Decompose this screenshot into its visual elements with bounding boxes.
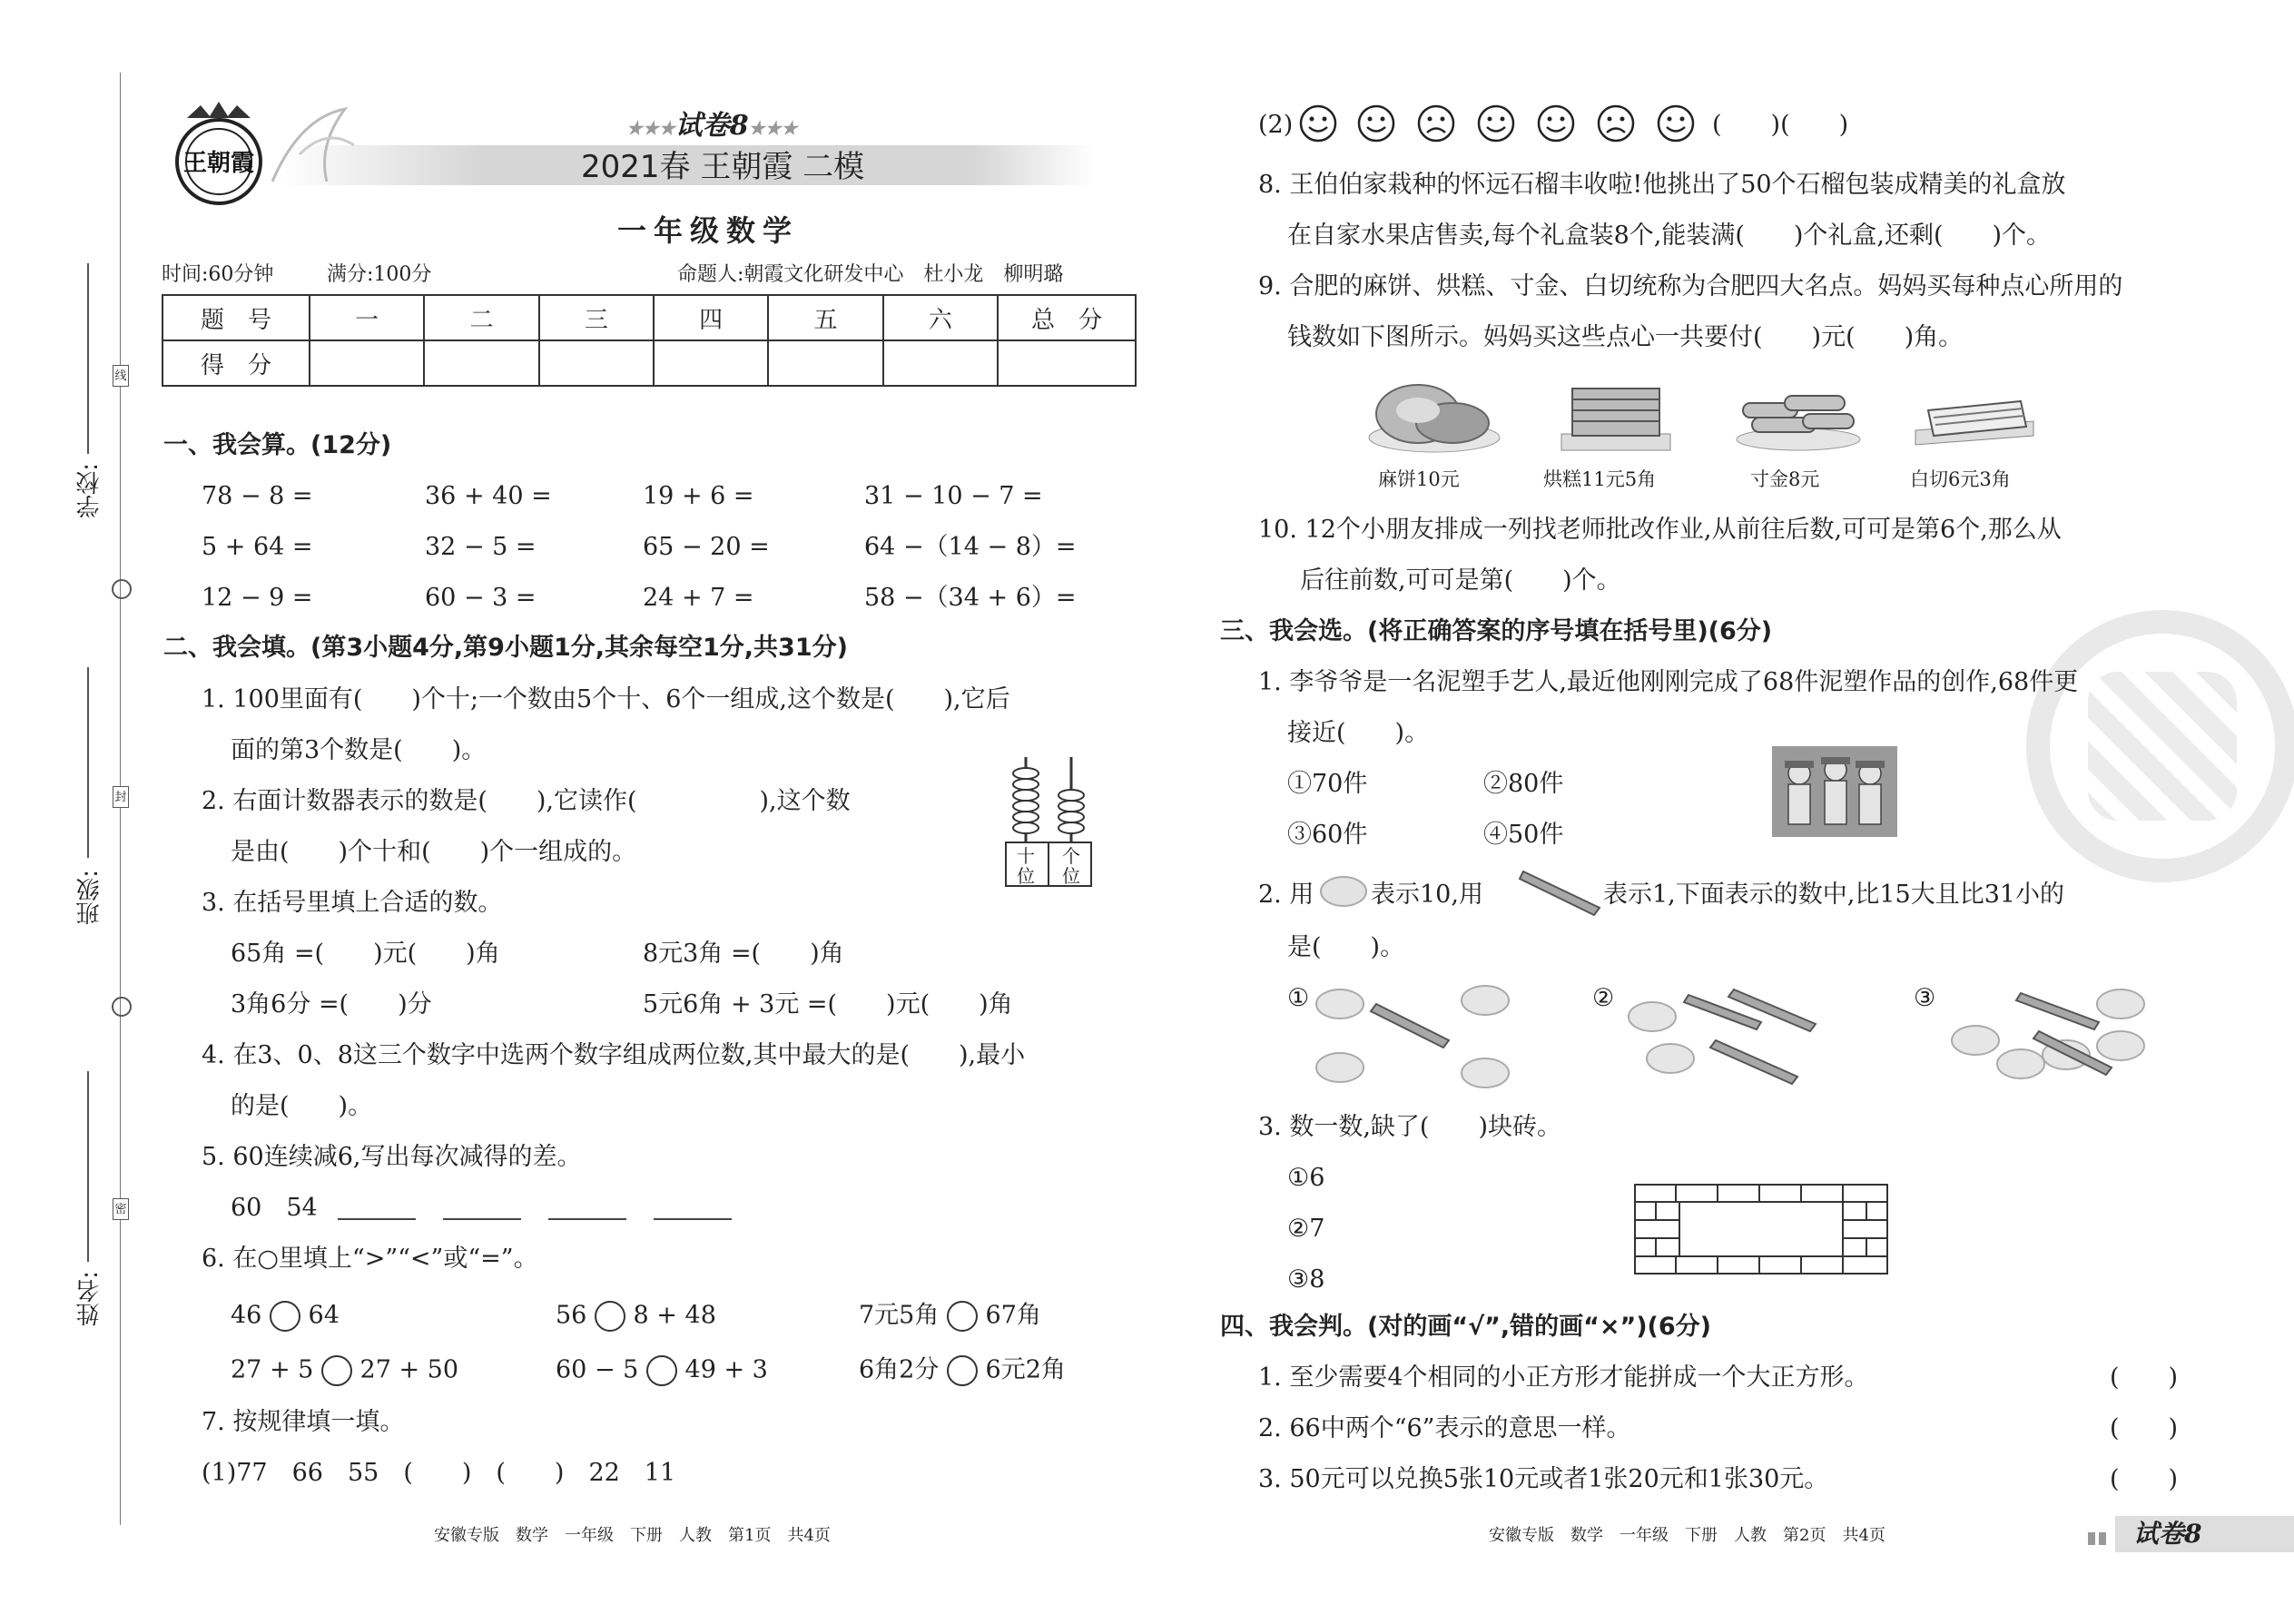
q3-2-option[interactable]: ② <box>1592 984 1615 1012</box>
q2-1-line2: 面的第3个数是( )。 <box>231 736 487 764</box>
compare-left: 46 <box>231 1301 262 1330</box>
score-header: 五 <box>768 295 882 340</box>
clay-figures-image <box>1772 746 1897 837</box>
score-header: 一 <box>310 295 424 340</box>
compare-left: 7元5角 <box>859 1301 940 1330</box>
logo <box>160 98 278 207</box>
q3-1-option[interactable]: ②80件 <box>1483 770 1564 798</box>
answer-blank[interactable] <box>548 1218 626 1220</box>
calc-item: 31 − 10 − 7 = <box>864 482 1043 510</box>
smiley-icon <box>1536 103 1576 143</box>
answer-blank[interactable] <box>338 1218 416 1220</box>
compare-circle[interactable] <box>947 1355 978 1386</box>
compare-circle[interactable] <box>321 1355 352 1386</box>
compare-item <box>859 1301 1041 1332</box>
q3-2-line2: 是( )。 <box>1287 933 1405 961</box>
footer-tag-squares <box>2088 1532 2110 1545</box>
q3-2-text: 2. 用 <box>1258 881 1314 909</box>
exam-title: 2021春 王朝霞 二模 <box>581 149 865 185</box>
snack-label: 寸金8元 <box>1750 468 1820 490</box>
q3-1-option[interactable]: ④50件 <box>1483 821 1564 849</box>
compare-left: 27 + 5 <box>231 1355 314 1384</box>
compare-circle[interactable] <box>646 1355 677 1386</box>
seal-icon <box>112 997 132 1017</box>
judge-bracket[interactable]: ( ) <box>2110 1465 2179 1493</box>
judge-item: 3. 50元可以兑换5张10元或者1张20元和1张30元。 <box>1258 1465 1829 1493</box>
name-label: 姓名: <box>76 1271 103 1326</box>
q3-2-option[interactable]: ① <box>1287 984 1310 1012</box>
subject-title: 一年级数学 <box>617 213 800 248</box>
compare-right: 6元2角 <box>985 1355 1066 1384</box>
score-header: 四 <box>654 295 768 340</box>
sad-face-icon <box>1596 103 1636 143</box>
answer-blank[interactable] <box>654 1218 732 1220</box>
calc-item: 24 + 7 = <box>643 584 754 612</box>
compare-circle[interactable] <box>947 1301 978 1332</box>
score-table <box>162 294 1137 387</box>
calc-item: 64 −（14 − 8）= <box>864 533 1077 561</box>
compare-item <box>556 1301 716 1332</box>
q2-3-item: 5元6角 + 3元 =( )元( )角 <box>643 990 1013 1019</box>
score-header: 题 号 <box>162 295 310 340</box>
score-header: 总 分 <box>998 295 1136 340</box>
compare-right: 49 + 3 <box>684 1355 768 1384</box>
compare-right: 64 <box>308 1301 340 1330</box>
section-3-title: 三、我会选。(将正确答案的序号填在括号里)(6分) <box>1220 617 1773 645</box>
q2-5: 5. 60连续减6,写出每次减得的差。 <box>202 1143 582 1171</box>
score-cell[interactable] <box>424 340 538 386</box>
q2-6: 6. 在○里填上“>”“<”或“=”。 <box>202 1245 538 1273</box>
q3-1-line2: 接近( )。 <box>1287 719 1430 747</box>
q2-8-line2: 在自家水果店售卖,每个礼盒装8个,能装满( )个礼盒,还剩( )个。 <box>1287 221 2052 250</box>
q2-8-line1: 8. 王伯伯家栽种的怀远石榴丰收啦!他挑出了50个石榴包装成精美的礼盒放 <box>1258 171 2066 199</box>
calc-item: 78 − 8 = <box>202 482 313 510</box>
sad-face-icon <box>1416 103 1456 143</box>
star-icon: ★★★ <box>626 117 675 139</box>
footer-right: 安徽专版 数学 一年级 下册 人教 第2页 共4页 <box>1489 1526 1885 1545</box>
judge-bracket[interactable]: ( ) <box>2110 1414 2179 1442</box>
q3-2-option-figure <box>1939 977 2148 1095</box>
mark-xian: 线 <box>113 365 129 387</box>
compare-item <box>231 1301 340 1332</box>
star-icon: ★★★ <box>748 117 798 139</box>
time-label: 时间:60分钟 <box>162 263 274 286</box>
score-cell[interactable] <box>654 340 768 386</box>
q2-5-seq: 60 54 <box>231 1194 318 1222</box>
compare-right: 27 + 50 <box>359 1355 459 1384</box>
calc-item: 12 − 9 = <box>202 584 313 612</box>
section-2-title: 二、我会填。(第3小题4分,第9小题1分,其余每空1分,共31分) <box>163 634 848 662</box>
q2-1-line1: 1. 100里面有( )个十;一个数由5个十、6个一组成,这个数是( ),它后 <box>202 685 1010 714</box>
brick-wall-figure <box>1634 1184 1888 1275</box>
q2-9-line2: 钱数如下图所示。妈妈买这些点心一共要付( )元( )角。 <box>1287 323 1964 351</box>
compare-left: 6角2分 <box>859 1355 940 1384</box>
cunjin-image <box>1730 381 1866 454</box>
mark-feng: 封 <box>113 786 129 808</box>
abacus-figure <box>999 752 1098 888</box>
ribbon-decoration <box>263 91 363 191</box>
smiley-icon <box>1298 103 1338 143</box>
footer-tag: 试卷8 <box>2133 1519 2202 1549</box>
school-field[interactable] <box>87 263 89 454</box>
q2-2-line1: 2. 右面计数器表示的数是( ),它读作( ),这个数 <box>202 787 851 815</box>
calc-item: 5 + 64 = <box>202 533 313 561</box>
q3-3-option[interactable]: ①6 <box>1287 1164 1325 1192</box>
class-field[interactable] <box>87 667 89 858</box>
watermark-seal <box>2088 672 2237 821</box>
calc-item: 60 − 3 = <box>425 584 537 612</box>
score-cell[interactable] <box>310 340 424 386</box>
q3-2-option-figure <box>1625 977 1834 1095</box>
calc-item: 36 + 40 = <box>425 482 552 510</box>
compare-right: 8 + 48 <box>633 1301 716 1330</box>
judge-item: 1. 至少需要4个相同的小正方形才能拼成一个大正方形。 <box>1258 1363 1869 1392</box>
snack-label: 烘糕11元5角 <box>1543 468 1657 490</box>
score-label: 满分:100分 <box>327 263 432 286</box>
compare-item <box>231 1355 458 1386</box>
q2-3-item: 65角 =( )元( )角 <box>231 940 500 968</box>
judge-item: 2. 66中两个“6”表示的意思一样。 <box>1258 1414 1631 1442</box>
abacus-tens-label: 十位 <box>1017 845 1035 887</box>
calc-item: 32 − 5 = <box>425 533 537 561</box>
compare-right: 67角 <box>985 1301 1041 1330</box>
q3-3: 3. 数一数,缺了( )块砖。 <box>1258 1113 1561 1141</box>
score-header: 二 <box>424 295 538 340</box>
q3-1-option[interactable]: ③60件 <box>1287 821 1368 849</box>
score-cell[interactable] <box>883 340 998 386</box>
q2-10-line2: 后往前数,可可是第( )个。 <box>1300 566 1621 595</box>
q2-3: 3. 在括号里填上合适的数。 <box>202 889 503 917</box>
smiley-icon <box>1656 103 1696 143</box>
q3-2-option[interactable]: ③ <box>1914 984 1936 1012</box>
compare-circle[interactable] <box>595 1301 625 1332</box>
compare-circle[interactable] <box>270 1301 300 1332</box>
calc-item: 19 + 6 = <box>643 482 754 510</box>
compare-left: 56 <box>556 1301 587 1330</box>
paper-tag: ★★★试卷8★★★ <box>626 110 798 142</box>
abacus-ones-label: 个位 <box>1062 845 1080 887</box>
name-field[interactable] <box>87 1071 89 1262</box>
q2-4-line1: 4. 在3、0、8这三个数字中选两个数字组成两位数,其中最大的是( ),最小 <box>202 1041 1026 1069</box>
snack-label: 麻饼10元 <box>1378 468 1460 490</box>
section-1-title: 一、我会算。(12分) <box>163 431 392 459</box>
q3-2-text: 表示10,用 <box>1371 881 1483 909</box>
q3-3-option[interactable]: ③8 <box>1287 1265 1325 1294</box>
compare-item <box>556 1355 768 1386</box>
calc-item: 58 −（34 + 6）= <box>864 584 1077 612</box>
q3-1-option[interactable]: ①70件 <box>1287 770 1368 798</box>
stick-one-icon <box>1518 864 1605 919</box>
q3-1-line1: 1. 李爷爷是一名泥塑手艺人,最近他刚刚完成了68件泥塑作品的创作,68件更 <box>1258 668 2079 696</box>
q2-4-line2: 的是( )。 <box>231 1092 373 1120</box>
q2-2-line2: 是由( )个十和( )个一组成的。 <box>231 838 637 866</box>
snack-label: 白切6元3角 <box>1910 468 2011 490</box>
q2-9-line1: 9. 合肥的麻饼、烘糕、寸金、白切统称为合肥四大名点。妈妈买每种点心所用的 <box>1258 272 2123 300</box>
score-row-label: 得 分 <box>162 340 310 386</box>
score-cell[interactable] <box>768 340 882 386</box>
smiley-icon <box>1476 103 1516 143</box>
score-header: 三 <box>539 295 654 340</box>
q3-2-text: 表示1,下面表示的数中,比15大且比31小的 <box>1603 881 2065 909</box>
answer-blank[interactable] <box>443 1218 521 1220</box>
score-cell[interactable] <box>539 340 654 386</box>
smiley-icon <box>1356 103 1396 143</box>
q2-7: 7. 按规律填一填。 <box>202 1408 405 1436</box>
q3-2-option-figure <box>1313 977 1521 1095</box>
mabing-image <box>1362 372 1507 458</box>
score-header: 六 <box>883 295 998 340</box>
q2-10-line1: 10. 12个小朋友排成一列找老师批改作业,从前往后数,可可是第6个,那么从 <box>1258 516 2062 544</box>
q2-3-item: 3角6分 =( )分 <box>231 990 432 1019</box>
author-label: 命题人:朝霞文化研发中心 杜小龙 柳明璐 <box>677 263 1064 286</box>
q2-7-2-label: (2) <box>1258 111 1294 139</box>
school-label: 学校: <box>76 463 103 518</box>
compare-item <box>859 1355 1066 1386</box>
honggao-image <box>1552 379 1679 457</box>
section-4-title: 四、我会判。(对的画“√”,错的画“×”)(6分) <box>1220 1313 1712 1341</box>
q2-3-item: 8元3角 =( )角 <box>643 940 844 968</box>
seal-icon <box>112 579 132 599</box>
judge-bracket[interactable]: ( ) <box>2110 1363 2179 1392</box>
q3-3-option[interactable]: ②7 <box>1287 1215 1325 1243</box>
score-cell[interactable] <box>998 340 1136 386</box>
class-label: 班级: <box>76 870 103 925</box>
compare-left: 60 − 5 <box>556 1355 639 1384</box>
calc-item: 65 − 20 = <box>643 533 770 561</box>
q2-7-1: (1)77 66 55 ( ) ( ) 22 11 <box>202 1459 676 1487</box>
footer-left: 安徽专版 数学 一年级 下册 人教 第1页 共4页 <box>434 1526 831 1545</box>
logo-text: 王朝霞 <box>182 150 255 177</box>
mark-mi: 密 <box>113 1198 129 1220</box>
q2-7-2-blanks[interactable]: ( )( ) <box>1712 111 1849 139</box>
coin-ten-icon <box>1318 873 1369 910</box>
baiqie-image <box>1906 385 2043 454</box>
